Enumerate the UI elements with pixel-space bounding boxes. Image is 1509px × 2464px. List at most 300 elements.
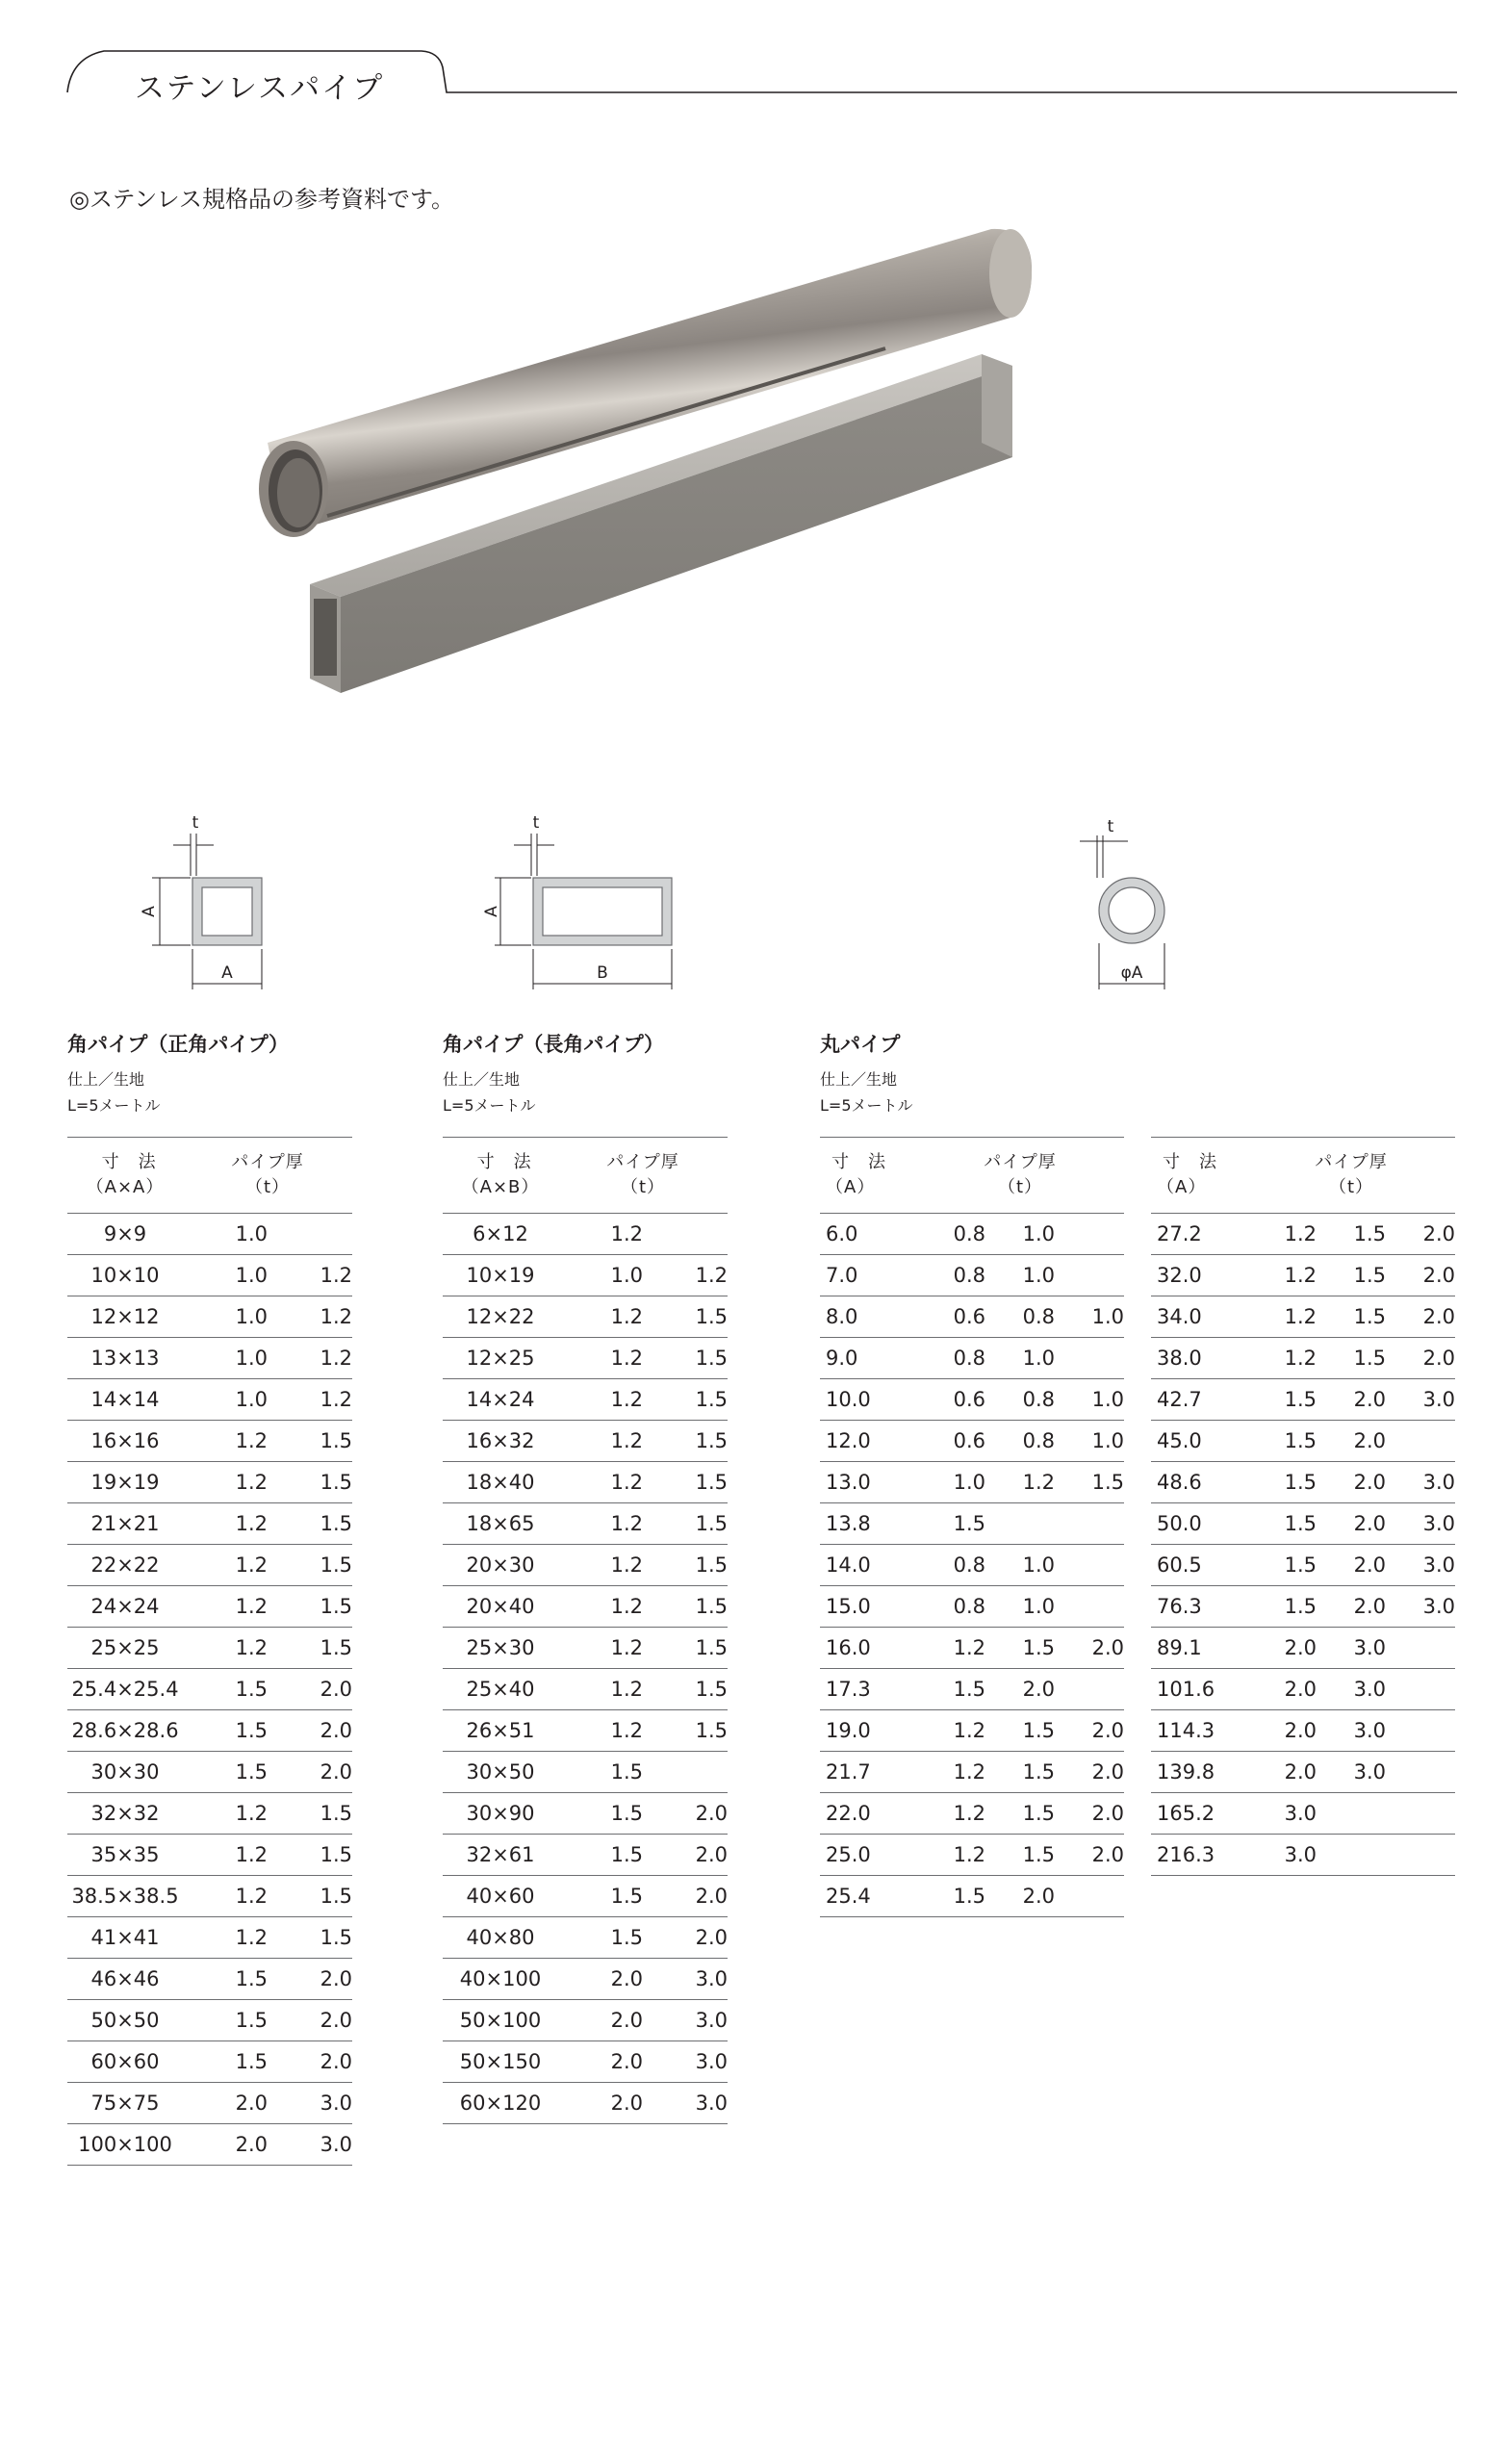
thickness-cell: 1.5 — [985, 1710, 1055, 1752]
table-row — [820, 1752, 1124, 1793]
table-row — [1151, 1545, 1455, 1586]
table-row — [1151, 1710, 1455, 1752]
dimension-cell: 38.0 — [1151, 1338, 1247, 1379]
table-row — [1151, 1255, 1455, 1296]
dimension-cell: 100×100 — [67, 2124, 183, 2166]
thickness-cell: 1.2 — [558, 1628, 643, 1669]
table-row — [1151, 1752, 1455, 1793]
rect-a-left-label: A — [482, 906, 501, 917]
thickness-cell: 1.2 — [643, 1255, 728, 1296]
table-row — [443, 1710, 728, 1752]
thickness-cell: 1.0 — [1055, 1421, 1124, 1462]
thickness-header-line2: （t） — [1328, 1177, 1374, 1197]
round-phi-label: φA — [1120, 963, 1143, 983]
dimension-cell: 6.0 — [820, 1214, 916, 1255]
table-row — [67, 1835, 352, 1876]
round-pipe-diagram — [1064, 814, 1209, 999]
dimension-cell: 165.2 — [1151, 1793, 1247, 1835]
dimension-cell: 25×30 — [443, 1628, 558, 1669]
table-row — [443, 1545, 728, 1586]
dimension-cell: 16.0 — [820, 1628, 916, 1669]
thickness-cell: 1.5 — [558, 1793, 643, 1835]
table-row — [820, 1421, 1124, 1462]
thickness-cell: 0.8 — [985, 1296, 1055, 1338]
thickness-cell: 1.5 — [916, 1669, 985, 1710]
thickness-cell: 1.2 — [558, 1545, 643, 1586]
dimension-cell: 60×120 — [443, 2083, 558, 2124]
thickness-cell: 1.5 — [183, 1710, 268, 1752]
thickness-cell: 0.8 — [916, 1545, 985, 1586]
dimension-cell: 139.8 — [1151, 1752, 1247, 1793]
thickness-cell: 2.0 — [985, 1876, 1055, 1917]
thickness-cell: 1.2 — [558, 1669, 643, 1710]
thickness-cell: 1.0 — [985, 1214, 1055, 1255]
thickness-cell: 1.0 — [183, 1255, 268, 1296]
table-row — [67, 1255, 352, 1296]
dimension-cell: 12×25 — [443, 1338, 558, 1379]
thickness-cell: 2.0 — [1055, 1752, 1124, 1793]
rect-pipe-table — [443, 1137, 728, 2124]
round-pipe-table-right — [1151, 1137, 1455, 1876]
thickness-cell: 1.0 — [558, 1255, 643, 1296]
thickness-cell: 2.0 — [1317, 1503, 1386, 1545]
table-row — [820, 1462, 1124, 1503]
thickness-cell: 2.0 — [1317, 1421, 1386, 1462]
table-row — [1151, 1296, 1455, 1338]
table-row — [443, 2083, 728, 2124]
dimension-cell: 40×60 — [443, 1876, 558, 1917]
thickness-cell: 0.6 — [916, 1379, 985, 1421]
thickness-cell — [1055, 1255, 1124, 1296]
table-row — [67, 1296, 352, 1338]
thickness-cell: 1.2 — [916, 1793, 985, 1835]
table-row — [1151, 1214, 1455, 1255]
thickness-cell: 1.5 — [1317, 1338, 1386, 1379]
thickness-cell: 1.2 — [558, 1586, 643, 1628]
table-row — [443, 1379, 728, 1421]
table-row — [820, 1503, 1124, 1545]
thickness-cell: 1.2 — [183, 1917, 268, 1959]
thickness-cell: 1.0 — [985, 1338, 1055, 1379]
table-row — [67, 1876, 352, 1917]
table-row — [67, 1669, 352, 1710]
thickness-cell: 1.5 — [643, 1503, 728, 1545]
thickness-cell: 1.0 — [985, 1545, 1055, 1586]
thickness-cell: 1.0 — [1055, 1379, 1124, 1421]
thickness-cell: 1.5 — [268, 1793, 352, 1835]
dimension-cell: 12.0 — [820, 1421, 916, 1462]
dimension-cell: 216.3 — [1151, 1835, 1247, 1876]
thickness-cell: 2.0 — [1317, 1545, 1386, 1586]
thickness-cell: 1.5 — [643, 1545, 728, 1586]
dimension-cell: 34.0 — [1151, 1296, 1247, 1338]
thickness-cell: 1.5 — [643, 1379, 728, 1421]
thickness-cell — [1386, 1710, 1455, 1752]
dimension-cell: 16×32 — [443, 1421, 558, 1462]
dimension-cell: 50×150 — [443, 2041, 558, 2083]
thickness-cell — [985, 1503, 1055, 1545]
dimension-cell: 14.0 — [820, 1545, 916, 1586]
thickness-cell: 1.5 — [643, 1710, 728, 1752]
thickness-cell: 2.0 — [558, 2083, 643, 2124]
thickness-cell — [1055, 1503, 1124, 1545]
thickness-cell: 1.5 — [1317, 1214, 1386, 1255]
thickness-cell: 3.0 — [643, 2083, 728, 2124]
thickness-cell: 1.2 — [183, 1835, 268, 1876]
thickness-cell: 1.2 — [183, 1628, 268, 1669]
table-row — [443, 1793, 728, 1835]
thickness-header-line2: （t） — [997, 1177, 1043, 1197]
thickness-cell: 1.2 — [268, 1255, 352, 1296]
table-row — [67, 1503, 352, 1545]
square-pipe-section — [67, 1030, 352, 2166]
thickness-cell: 2.0 — [268, 1959, 352, 2000]
thickness-header-line1: パイプ厚 — [1315, 1152, 1388, 1172]
thickness-cell: 2.0 — [268, 1710, 352, 1752]
dimension-cell: 19.0 — [820, 1710, 916, 1752]
table-row — [67, 1586, 352, 1628]
dimension-cell: 25×40 — [443, 1669, 558, 1710]
table-row — [67, 2041, 352, 2083]
rect-t-label: t — [532, 814, 540, 833]
dimension-cell: 24×24 — [67, 1586, 183, 1628]
table-row — [443, 1628, 728, 1669]
dimension-cell: 32×32 — [67, 1793, 183, 1835]
table-row — [443, 1876, 728, 1917]
table-row — [1151, 1421, 1455, 1462]
thickness-cell: 2.0 — [268, 1752, 352, 1793]
thickness-cell: 0.8 — [916, 1214, 985, 1255]
thickness-cell: 1.2 — [985, 1462, 1055, 1503]
thickness-cell: 1.0 — [985, 1255, 1055, 1296]
dimension-cell: 16×16 — [67, 1421, 183, 1462]
stainless-pipes-image — [250, 221, 1270, 741]
thickness-cell: 3.0 — [268, 2083, 352, 2124]
dimension-cell: 20×30 — [443, 1545, 558, 1586]
table-row — [67, 2083, 352, 2124]
dimension-cell: 13×13 — [67, 1338, 183, 1379]
rect-pipe-section — [443, 1030, 728, 2124]
square-pipe-title: 角パイプ（正角パイプ） — [67, 1033, 289, 1056]
thickness-cell: 1.2 — [183, 1462, 268, 1503]
thickness-cell — [1386, 1669, 1455, 1710]
table-row — [1151, 1379, 1455, 1421]
thickness-cell: 2.0 — [1247, 1628, 1317, 1669]
thickness-cell: 1.5 — [268, 1628, 352, 1669]
thickness-cell: 3.0 — [1317, 1628, 1386, 1669]
dim-header-line1: 寸 法 — [476, 1152, 532, 1172]
thickness-cell — [643, 1214, 728, 1255]
round-pipe-title: 丸パイプ — [820, 1033, 901, 1056]
thickness-cell: 1.5 — [1247, 1462, 1317, 1503]
dimension-cell: 114.3 — [1151, 1710, 1247, 1752]
thickness-cell: 0.8 — [916, 1338, 985, 1379]
thickness-cell: 1.2 — [916, 1710, 985, 1752]
dimension-cell: 26×51 — [443, 1710, 558, 1752]
table-row — [67, 1628, 352, 1669]
thickness-header-line2: （t） — [620, 1177, 666, 1197]
thickness-cell: 1.0 — [183, 1338, 268, 1379]
thickness-cell: 1.2 — [916, 1752, 985, 1793]
thickness-cell: 3.0 — [1317, 1669, 1386, 1710]
table-row — [443, 1503, 728, 1545]
thickness-cell: 3.0 — [1386, 1545, 1455, 1586]
dim-header-line1: 寸 法 — [101, 1152, 157, 1172]
thickness-cell: 1.5 — [183, 2000, 268, 2041]
thickness-cell: 1.2 — [268, 1379, 352, 1421]
thickness-cell — [1055, 1876, 1124, 1917]
table-row — [820, 1255, 1124, 1296]
thickness-cell: 1.2 — [183, 1876, 268, 1917]
thickness-cell: 1.5 — [183, 1752, 268, 1793]
thickness-cell: 3.0 — [1386, 1503, 1455, 1545]
dimension-cell: 27.2 — [1151, 1214, 1247, 1255]
table-row — [820, 1338, 1124, 1379]
thickness-cell — [1317, 1835, 1386, 1876]
thickness-cell: 2.0 — [183, 2124, 268, 2166]
dimension-cell: 14×14 — [67, 1379, 183, 1421]
table-row — [1151, 1793, 1455, 1835]
table-row — [1151, 1462, 1455, 1503]
table-row — [443, 1959, 728, 2000]
dimension-cell: 18×65 — [443, 1503, 558, 1545]
round-pipe-table-left — [820, 1137, 1124, 1917]
thickness-cell: 1.2 — [183, 1503, 268, 1545]
thickness-cell: 1.5 — [985, 1793, 1055, 1835]
thickness-cell: 1.5 — [643, 1421, 728, 1462]
thickness-cell — [643, 1752, 728, 1793]
round-pipe-length: L=5メートル — [820, 1096, 913, 1115]
thickness-cell: 1.5 — [1317, 1296, 1386, 1338]
thickness-cell: 1.5 — [643, 1338, 728, 1379]
thickness-cell: 1.5 — [643, 1586, 728, 1628]
table-row — [1151, 1503, 1455, 1545]
thickness-cell: 2.0 — [1317, 1379, 1386, 1421]
dimension-cell: 25×25 — [67, 1628, 183, 1669]
thickness-cell: 2.0 — [643, 1793, 728, 1835]
thickness-cell — [1055, 1338, 1124, 1379]
dimension-cell: 46×46 — [67, 1959, 183, 2000]
thickness-cell: 2.0 — [183, 2083, 268, 2124]
thickness-cell: 1.2 — [183, 1421, 268, 1462]
thickness-cell: 0.8 — [985, 1379, 1055, 1421]
thickness-cell: 1.2 — [558, 1503, 643, 1545]
thickness-cell: 1.5 — [1247, 1503, 1317, 1545]
thickness-cell — [1386, 1628, 1455, 1669]
table-row — [820, 1669, 1124, 1710]
dim-header-line2: （A×B） — [461, 1177, 540, 1197]
thickness-cell: 1.2 — [268, 1296, 352, 1338]
thickness-cell: 2.0 — [558, 2041, 643, 2083]
thickness-cell: 1.5 — [268, 1545, 352, 1586]
dimension-cell: 75×75 — [67, 2083, 183, 2124]
thickness-cell: 1.2 — [1247, 1214, 1317, 1255]
rect-pipe-title: 角パイプ（長角パイプ） — [443, 1033, 664, 1056]
table-row — [443, 1338, 728, 1379]
thickness-cell: 0.8 — [985, 1421, 1055, 1462]
dim-header — [67, 1138, 183, 1214]
table-row — [443, 2000, 728, 2041]
thickness-header-line1: パイプ厚 — [606, 1152, 679, 1172]
dim-header-line1: 寸 法 — [1163, 1152, 1217, 1172]
rect-pipe-finish: 仕上／生地 — [443, 1070, 521, 1089]
table-row — [1151, 1586, 1455, 1628]
thickness-cell: 1.2 — [558, 1421, 643, 1462]
table-row — [443, 1835, 728, 1876]
dim-header — [1151, 1138, 1247, 1214]
thickness-cell — [1055, 1214, 1124, 1255]
dimension-cell: 50×100 — [443, 2000, 558, 2041]
thickness-cell: 1.5 — [1247, 1379, 1317, 1421]
table-row — [443, 1255, 728, 1296]
thickness-cell: 1.2 — [916, 1628, 985, 1669]
thickness-cell: 1.5 — [1247, 1545, 1317, 1586]
dimension-cell: 45.0 — [1151, 1421, 1247, 1462]
thickness-cell: 1.5 — [985, 1628, 1055, 1669]
thickness-cell: 1.5 — [985, 1752, 1055, 1793]
dimension-cell: 30×30 — [67, 1752, 183, 1793]
thickness-cell: 1.2 — [558, 1379, 643, 1421]
table-row — [820, 1545, 1124, 1586]
thickness-cell: 1.2 — [183, 1586, 268, 1628]
thickness-cell: 0.6 — [916, 1296, 985, 1338]
thickness-cell: 3.0 — [1386, 1462, 1455, 1503]
dimension-cell: 10×10 — [67, 1255, 183, 1296]
thickness-cell: 2.0 — [268, 2041, 352, 2083]
thickness-cell: 2.0 — [1247, 1669, 1317, 1710]
thickness-cell — [268, 1214, 352, 1255]
thickness-cell: 1.5 — [643, 1462, 728, 1503]
dimension-cell: 6×12 — [443, 1214, 558, 1255]
dimension-cell: 12×22 — [443, 1296, 558, 1338]
dimension-cell: 12×12 — [67, 1296, 183, 1338]
table-row — [1151, 1835, 1455, 1876]
dimension-cell: 8.0 — [820, 1296, 916, 1338]
dimension-cell: 19×19 — [67, 1462, 183, 1503]
dimension-cell: 18×40 — [443, 1462, 558, 1503]
thickness-cell: 1.2 — [558, 1214, 643, 1255]
thickness-cell: 2.0 — [1247, 1752, 1317, 1793]
thickness-cell: 3.0 — [643, 2041, 728, 2083]
thickness-cell: 1.2 — [268, 1338, 352, 1379]
dimension-cell: 40×100 — [443, 1959, 558, 2000]
dimension-cell: 60×60 — [67, 2041, 183, 2083]
thickness-cell: 2.0 — [1055, 1710, 1124, 1752]
dimension-cell: 60.5 — [1151, 1545, 1247, 1586]
thickness-cell: 3.0 — [643, 1959, 728, 2000]
dimension-cell: 42.7 — [1151, 1379, 1247, 1421]
dimension-cell: 22×22 — [67, 1545, 183, 1586]
thickness-header — [1247, 1138, 1455, 1214]
rect-b-bottom-label: B — [597, 963, 608, 983]
thickness-header-line2: （t） — [244, 1177, 291, 1197]
thickness-cell: 2.0 — [268, 1669, 352, 1710]
table-row — [820, 1835, 1124, 1876]
table-row — [820, 1710, 1124, 1752]
thickness-cell: 1.5 — [643, 1669, 728, 1710]
thickness-cell: 1.2 — [558, 1338, 643, 1379]
dimension-cell: 41×41 — [67, 1917, 183, 1959]
thickness-cell: 3.0 — [268, 2124, 352, 2166]
thickness-cell: 2.0 — [1386, 1255, 1455, 1296]
dimension-cell: 48.6 — [1151, 1462, 1247, 1503]
dimension-cell: 10.0 — [820, 1379, 916, 1421]
table-row — [67, 1959, 352, 2000]
rect-pipe-diagram — [479, 814, 691, 999]
thickness-cell: 1.5 — [558, 1752, 643, 1793]
dimension-cell: 9×9 — [67, 1214, 183, 1255]
table-row — [443, 1586, 728, 1628]
thickness-cell: 1.5 — [985, 1835, 1055, 1876]
thickness-cell: 1.5 — [1055, 1462, 1124, 1503]
dimension-cell: 10×19 — [443, 1255, 558, 1296]
table-row — [67, 1462, 352, 1503]
thickness-cell: 2.0 — [1317, 1462, 1386, 1503]
thickness-cell: 1.5 — [916, 1876, 985, 1917]
dimension-cell: 76.3 — [1151, 1586, 1247, 1628]
thickness-cell: 1.5 — [558, 1835, 643, 1876]
table-row — [820, 1628, 1124, 1669]
square-a-bottom-label: A — [221, 963, 233, 983]
dimension-cell: 30×50 — [443, 1752, 558, 1793]
dimension-cell: 25.0 — [820, 1835, 916, 1876]
thickness-header-line1: パイプ厚 — [231, 1152, 304, 1172]
dimension-cell: 9.0 — [820, 1338, 916, 1379]
page-title: ステンレスパイプ — [135, 71, 385, 106]
thickness-cell: 1.2 — [916, 1835, 985, 1876]
thickness-cell: 3.0 — [1386, 1379, 1455, 1421]
thickness-cell: 0.8 — [916, 1255, 985, 1296]
thickness-cell: 1.5 — [558, 1876, 643, 1917]
table-row — [820, 1586, 1124, 1628]
thickness-cell: 1.0 — [183, 1379, 268, 1421]
table-row — [67, 1338, 352, 1379]
thickness-cell: 2.0 — [1055, 1835, 1124, 1876]
thickness-cell: 2.0 — [268, 2000, 352, 2041]
table-row — [67, 1545, 352, 1586]
thickness-cell: 2.0 — [643, 1917, 728, 1959]
dim-header-line1: 寸 法 — [831, 1152, 886, 1172]
dimension-cell: 25.4 — [820, 1876, 916, 1917]
dimension-cell: 89.1 — [1151, 1628, 1247, 1669]
dimension-cell: 32×61 — [443, 1835, 558, 1876]
thickness-cell: 1.2 — [1247, 1338, 1317, 1379]
thickness-cell: 0.6 — [916, 1421, 985, 1462]
thickness-cell — [1055, 1669, 1124, 1710]
thickness-cell: 2.0 — [1386, 1214, 1455, 1255]
table-row — [67, 1214, 352, 1255]
square-pipe-length: L=5メートル — [67, 1096, 161, 1115]
table-row — [1151, 1338, 1455, 1379]
table-row — [443, 1669, 728, 1710]
thickness-cell: 1.0 — [183, 1214, 268, 1255]
table-row — [67, 2124, 352, 2166]
thickness-cell: 1.5 — [183, 2041, 268, 2083]
thickness-cell: 1.2 — [1247, 1255, 1317, 1296]
thickness-cell: 1.5 — [1247, 1586, 1317, 1628]
thickness-cell: 3.0 — [1247, 1835, 1317, 1876]
thickness-cell — [1055, 1586, 1124, 1628]
dimension-cell: 22.0 — [820, 1793, 916, 1835]
table-row — [67, 1752, 352, 1793]
dimension-cell: 30×90 — [443, 1793, 558, 1835]
dimension-cell: 13.0 — [820, 1462, 916, 1503]
dimension-cell: 21.7 — [820, 1752, 916, 1793]
thickness-header — [183, 1138, 352, 1214]
thickness-cell — [1386, 1752, 1455, 1793]
thickness-cell: 2.0 — [558, 2000, 643, 2041]
thickness-cell: 1.5 — [268, 1876, 352, 1917]
